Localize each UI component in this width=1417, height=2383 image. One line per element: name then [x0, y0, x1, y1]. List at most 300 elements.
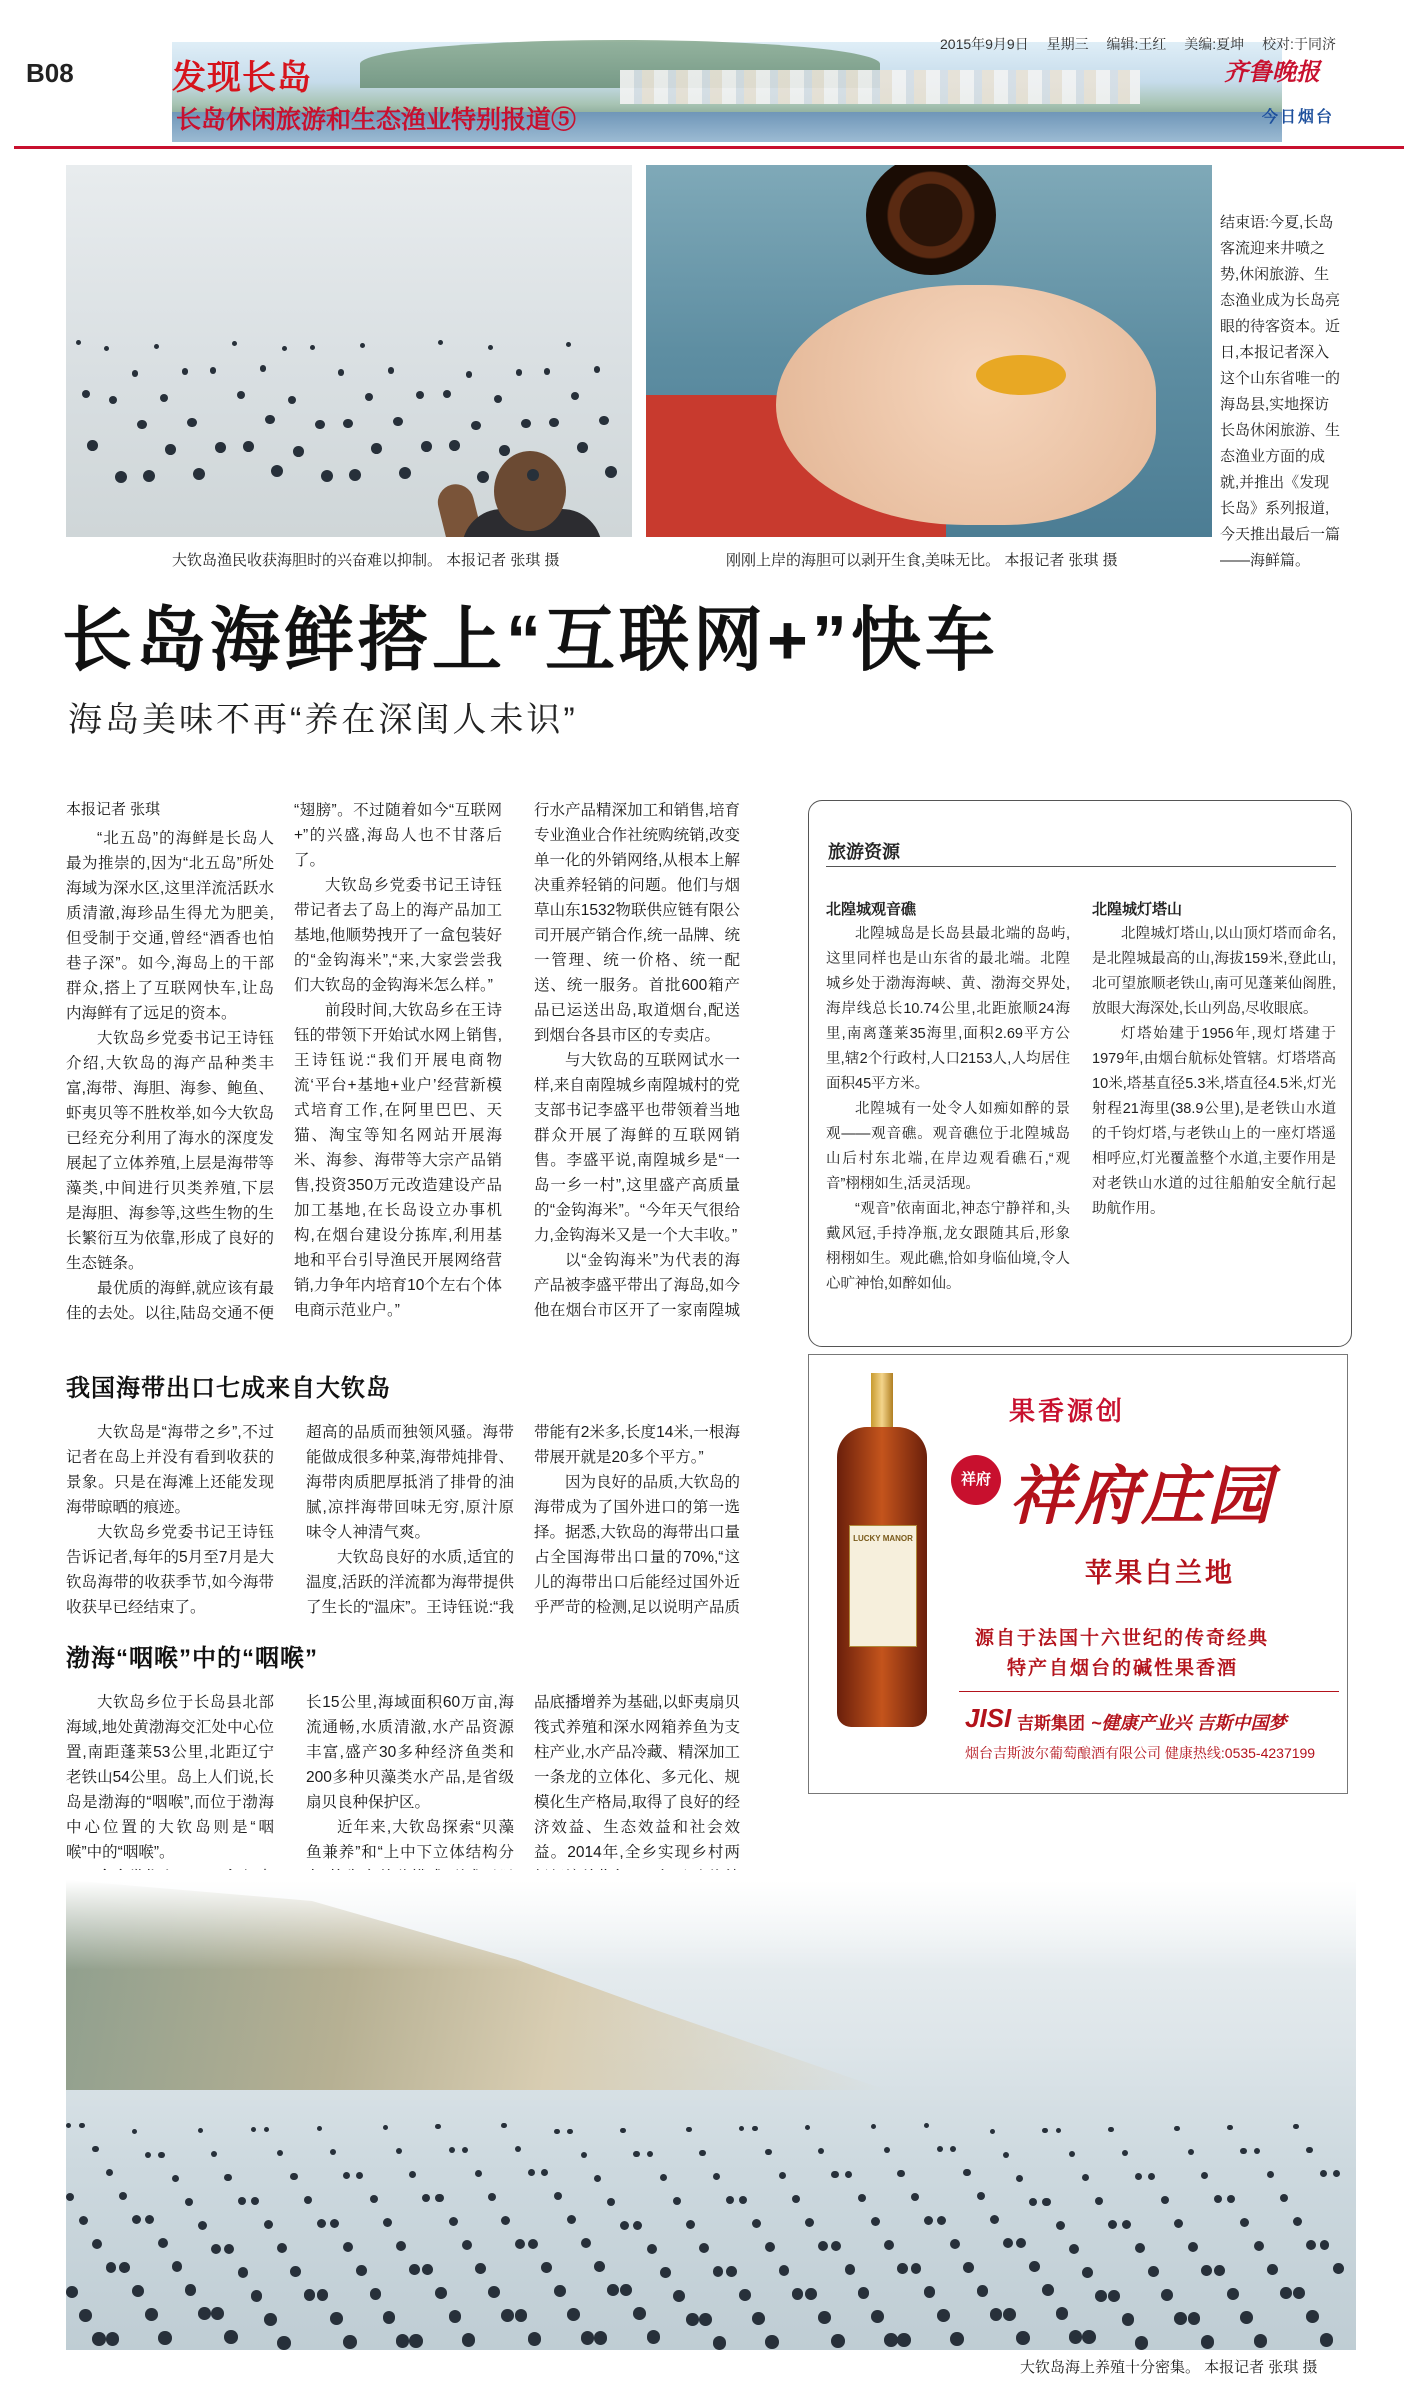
buoy — [185, 2198, 193, 2206]
buoy — [726, 2196, 734, 2204]
buoy — [594, 2331, 608, 2345]
buoy — [1306, 2240, 1316, 2250]
buoy — [119, 2262, 130, 2273]
buoy — [182, 368, 189, 375]
buoy — [726, 2266, 737, 2277]
buoy — [435, 2287, 447, 2299]
paragraph: 因为良好的品质,大钦岛的海带成为了国外进口的第一选择。据悉,大钦岛的海带出口量占全国海带出口量的70%,“这儿的海带出口后能经过国外近乎严苛的检测,足以说明产品质 — [534, 1474, 740, 1616]
section3-column-3 — [534, 1690, 740, 1870]
buoy — [911, 2263, 922, 2274]
buoy — [76, 340, 81, 345]
lighthouse-hill-text — [1092, 922, 1336, 1332]
buoy — [356, 2172, 363, 2179]
buoy — [594, 2261, 605, 2272]
paragraph: 前段时间,大钦岛乡在王诗钰的带领下开始试水网上销售,王诗钰说:“我们开展电商物流‘平台+基地+业户’经营新模式培育工作,在阿里巴巴、天猫、淘宝等知名网站开展海米、海参、海带等大宗产品销售,投资350万元改造建设产品加工基地,在长岛设立办事机构,在烟台建设分拣库,利用基地和平台引导渔民开展网络营销,力争年内培育10个左右个体电商示范业户。” — [294, 1002, 502, 1319]
paragraph: 大钦岛良好的水质,适宜的温度,活跃的洋流都为海带提供了生长的“温床”。王诗钰说:“我 — [306, 1549, 514, 1616]
brand-seal-text: 祥府 — [960, 1472, 991, 1488]
buoy — [330, 2149, 336, 2155]
buoy — [884, 2333, 898, 2347]
buoy — [713, 2266, 724, 2277]
guanyin-reef-title: 北隍城观音礁 — [826, 901, 917, 918]
section2-column-3 — [534, 1420, 740, 1620]
buoy — [154, 344, 159, 349]
buoy — [1333, 2263, 1344, 2274]
lighthouse-hill-title: 北隍城灯塔山 — [1092, 901, 1183, 918]
photo3-caption: 大钦岛海上养殖十分密集。 本报记者 张琪 摄 — [1020, 2359, 1318, 2376]
buoy — [660, 2174, 667, 2181]
proofreader-credit: 校对:于同济 — [1262, 36, 1336, 52]
buoy — [963, 2169, 970, 2176]
buoy — [897, 2333, 911, 2347]
buoy — [779, 2265, 790, 2276]
buoy — [145, 2215, 154, 2224]
buoy — [1201, 2172, 1208, 2179]
buoy — [633, 2221, 642, 2230]
buoy — [541, 2169, 548, 2176]
buoy — [211, 2244, 221, 2254]
buoy — [158, 2331, 172, 2345]
buoy — [752, 2219, 761, 2228]
ad-product-name: 苹果白兰地 — [1085, 1558, 1235, 1588]
urchin-roe — [976, 355, 1066, 395]
buoy — [1227, 2125, 1232, 2130]
buoy — [516, 369, 523, 376]
buoy — [321, 470, 333, 482]
sub-headline: 海岛美味不再“养在深闺人未识” — [68, 701, 578, 739]
buoy — [577, 442, 588, 453]
buoy — [1108, 2127, 1113, 2132]
buoy — [198, 2128, 203, 2133]
buoy — [884, 2147, 890, 2153]
page-number: B08 — [26, 58, 74, 88]
buoy — [950, 2146, 956, 2152]
buoy — [1201, 2265, 1212, 2276]
buoy — [607, 2284, 619, 2296]
buoy — [686, 2313, 699, 2326]
buoy — [1227, 2195, 1235, 2203]
buoy — [92, 2146, 98, 2152]
buoy — [660, 2267, 671, 2278]
buoy — [92, 2332, 106, 2346]
ad-group-name: 吉斯集团 — [1017, 1714, 1085, 1733]
paragraph: 大钦岛乡位于长岛县北部海域,地处黄渤海交汇处中心位置,南距蓬莱53公里,北距辽宁老铁山54公里。岛上人们说,长岛是渤海的“咽喉”,而位于渤海中心位置的大钦岛则是“咽喉”中的“咽喉”。 — [66, 1694, 274, 1861]
buoy — [792, 2288, 804, 2300]
paragraph: “北五岛”的海鲜是长岛人最为推崇的,因为“北五岛”所处海域为深水区,这里洋流活跃水质清澈,海珍品生得尤为肥美,但受制于交通,曾经“酒香也怕巷子深”。如今,海岛上的干部群众,搭上了互联网快车,让岛内海鲜有了远足的资本。 — [66, 830, 274, 1022]
buoy — [950, 2332, 964, 2346]
buoy — [765, 2242, 775, 2252]
buoy — [1003, 2152, 1009, 2158]
buoy — [673, 2197, 681, 2205]
buoy — [158, 2238, 168, 2248]
photo-aquaculture-buoys — [66, 1880, 1356, 2350]
buoy — [211, 2151, 217, 2157]
buoy — [924, 2216, 933, 2225]
buoy — [1333, 2170, 1340, 2177]
paragraph: 近年来,大钦岛探索“贝藻鱼兼养”和“上中下立体结构分 — [306, 1819, 514, 1861]
buoy — [370, 2195, 378, 2203]
buoy — [1201, 2335, 1215, 2349]
buoy — [739, 2289, 751, 2301]
buoy — [317, 2126, 322, 2131]
buoy — [399, 467, 411, 479]
buoy — [343, 419, 352, 428]
issue-date: 2015年9月9日 — [940, 36, 1029, 52]
buoy — [106, 2262, 117, 2273]
ad-divider — [959, 1691, 1339, 1692]
buoy — [699, 2150, 705, 2156]
article-byline: 本报记者 张琪 — [66, 801, 161, 818]
buoy — [571, 392, 579, 400]
paragraph: 最优质的海鲜,就应该有最佳的去处。以往,陆岛交通不便 — [66, 1280, 274, 1322]
buoy — [264, 2313, 277, 2326]
buoy — [115, 471, 127, 483]
buoy — [647, 2330, 661, 2344]
buoy — [66, 2193, 74, 2201]
header-harbor-town — [620, 70, 1140, 104]
buoy — [449, 440, 460, 451]
paragraph — [66, 1865, 274, 1870]
buoy — [104, 346, 109, 351]
buoy — [937, 2146, 943, 2152]
buoy — [317, 2219, 326, 2228]
buoy — [265, 415, 274, 424]
buoy — [752, 2126, 757, 2131]
buoy — [765, 2335, 779, 2349]
buoy — [330, 2312, 343, 2325]
open-hand — [776, 285, 1156, 525]
buoy — [290, 2266, 301, 2277]
buoy — [282, 346, 287, 351]
buoy — [277, 2336, 291, 2350]
buoy — [264, 2127, 269, 2132]
article-column-3 — [534, 798, 740, 1326]
section3-column-2 — [306, 1690, 514, 1870]
paragraph: 北隍城灯塔山,以山顶灯塔而命名,是北隍城最高的山,海拔159米,登此山,北可望旅顺老铁山,南可见蓬莱仙阁胜,放眼大海深处,长山列岛,尽收眼底。 — [1092, 926, 1336, 1017]
buoy — [304, 2289, 316, 2301]
buoy — [449, 2147, 455, 2153]
buoy — [620, 2284, 632, 2296]
buoy — [818, 2148, 824, 2154]
buoy — [541, 2262, 552, 2273]
section2-column-1 — [66, 1420, 274, 1620]
section2-column-2 — [306, 1420, 514, 1620]
buoy — [1240, 2311, 1253, 2324]
buoy — [371, 443, 382, 454]
paragraph: 大钦岛乡党委书记王诗钰告诉记者,每年的5月至7月是大钦岛海带的收获季节,如今海带收获早已经结束了。 — [66, 1524, 274, 1616]
ad-tagline-2: 特产自烟台的碱性果香酒 — [1007, 1658, 1239, 1679]
buoy — [1082, 2330, 1096, 2344]
buoy — [1016, 2238, 1026, 2248]
buoy — [438, 340, 443, 345]
buoy — [165, 444, 176, 455]
buoy — [1188, 2242, 1198, 2252]
buoy — [620, 2128, 625, 2133]
buoy — [1293, 2124, 1298, 2129]
bottle-neck — [871, 1373, 893, 1433]
buoy — [198, 2221, 207, 2230]
buoy — [1069, 2151, 1075, 2157]
buoy — [160, 394, 168, 402]
brandy-advertisement — [808, 1354, 1348, 1794]
buoy — [977, 2285, 989, 2297]
buoy — [1280, 2194, 1288, 2202]
buoy — [288, 396, 296, 404]
buoy — [581, 2238, 591, 2248]
buoy — [1148, 2266, 1159, 2277]
buoy — [317, 2289, 329, 2301]
buoy — [805, 2218, 814, 2227]
buoy — [132, 2129, 137, 2134]
buoy — [858, 2287, 870, 2299]
buoy — [990, 2308, 1003, 2321]
buoy — [238, 2197, 246, 2205]
buoy — [210, 367, 217, 374]
buoy — [845, 2171, 852, 2178]
buoy — [1056, 2221, 1065, 2230]
buoy — [831, 2171, 838, 2178]
buoy — [607, 2198, 615, 2206]
buoy — [897, 2263, 908, 2274]
ad-brand-name: 祥府庄园 — [1009, 1461, 1273, 1532]
buoy — [554, 2129, 559, 2134]
buoy — [388, 367, 395, 374]
buoy — [1108, 2220, 1117, 2229]
buoy — [805, 2288, 817, 2300]
buoy — [884, 2240, 894, 2250]
buoy — [1135, 2336, 1149, 2350]
buoy — [343, 2172, 350, 2179]
buoy — [1029, 2198, 1037, 2206]
ad-motto: ~健康产业兴 吉斯中国梦 — [1091, 1713, 1287, 1733]
series-subtitle: 长岛休闲旅游和生态渔业特别报道⑤ — [176, 106, 577, 134]
fisherman-head — [494, 451, 566, 531]
buoy — [1095, 2290, 1107, 2302]
buoy — [1069, 2244, 1079, 2254]
buoy — [858, 2194, 866, 2202]
travel-resources-rule — [826, 866, 1336, 867]
buoy — [1108, 2290, 1120, 2302]
buoy — [1254, 2148, 1260, 2154]
buoy — [92, 2239, 102, 2249]
buoy — [277, 2243, 287, 2253]
article-column-2 — [294, 798, 502, 1326]
buoy — [554, 2192, 562, 2200]
buoy — [260, 365, 267, 372]
buoy — [109, 396, 117, 404]
buoy — [499, 445, 510, 456]
buoy — [871, 2217, 880, 2226]
paragraph: 大钦岛是“海带之乡”,不过记者在岛上并没有看到收获的景象。只是在海滩上还能发现海带晾晒的痕迹。 — [66, 1424, 274, 1516]
buoy — [338, 369, 345, 376]
buoy — [304, 2196, 312, 2204]
buoy — [1240, 2148, 1246, 2154]
buoy — [1254, 2334, 1268, 2348]
buoy — [193, 468, 205, 480]
buoy — [871, 2124, 876, 2129]
buoy — [924, 2286, 936, 2298]
buoy — [264, 2220, 273, 2229]
buoy — [462, 2333, 476, 2347]
buoy — [527, 469, 539, 481]
bottle-label-text: LUCKY MANOR — [853, 1534, 913, 1543]
buoy — [435, 2124, 440, 2129]
paragraph: 灯塔始建于1956年,现灯塔建于1979年,由烟台航标处管辖。灯塔塔高10米,塔基直径5.3米,塔直径4.5米,灯光射程21海里(38.9公里),是老铁山水道的千钧灯塔,与老铁山上的一座灯塔遥相呼应,灯光覆盖整个水道,主要作用是对老铁山水道的过往船舶安全航行起助航作用。 — [1092, 1026, 1336, 1217]
buoy — [1320, 2333, 1334, 2347]
paragraph: 大钦岛乡党委书记王诗钰带记者去了岛上的海产品加工基地,他顺势拽开了一盒包装好的“金钩海米”,“来,大家尝尝我们大钦岛的金钩海米怎么样。” — [294, 877, 502, 994]
buoy — [343, 2335, 357, 2349]
buoy — [831, 2241, 841, 2251]
buoy — [699, 2243, 709, 2253]
buoy — [237, 391, 245, 399]
buoy — [310, 345, 315, 350]
buoy — [79, 2123, 84, 2128]
buoy — [1306, 2147, 1312, 2153]
buoy — [1003, 2238, 1013, 2248]
buoy — [172, 2175, 179, 2182]
buoy — [396, 2241, 406, 2251]
buoy — [198, 2307, 211, 2320]
buoy — [1135, 2173, 1142, 2180]
buoy — [383, 2218, 392, 2227]
buoy — [475, 2170, 482, 2177]
buoy — [66, 2286, 78, 2298]
section-title: 发现长岛 — [172, 59, 312, 97]
buoy — [1016, 2175, 1023, 2182]
paper-logo: 齐鲁晚报 — [1224, 60, 1320, 86]
buoy — [599, 416, 608, 425]
buoy — [686, 2127, 691, 2132]
ad-tagline-1: 源自于法国十六世纪的传奇经典 — [975, 1628, 1270, 1649]
buoy — [477, 471, 489, 483]
buoy — [330, 2219, 339, 2228]
series-intro: 结束语:今夏,长岛客流迎来井喷之势,休闲旅游、生态渔业成为长岛亮眼的待客资本。近日,本报记者深入这个山东省唯一的海岛县,实地探访长岛休闲旅游、生态渔业方面的成就,并推出《发现长岛》系列报道,今天推出最后一篇——海鲜篇。 — [1220, 214, 1341, 569]
section2-title: 我国海带出口七成来自大钦岛 — [66, 1375, 391, 1402]
buoy — [466, 371, 473, 378]
travel-resources-tag: 旅游资源 — [828, 842, 900, 862]
main-headline: 长岛海鲜搭上“互联网+”快车 — [62, 601, 999, 679]
buoy — [1016, 2331, 1030, 2345]
buoy — [752, 2312, 765, 2325]
buoy — [370, 2288, 382, 2300]
sea-mist — [66, 1880, 1356, 1970]
buoy — [528, 2332, 542, 2346]
buoy — [475, 2263, 486, 2274]
buoy — [647, 2151, 653, 2157]
buoy — [990, 2215, 999, 2224]
buoy — [145, 2152, 151, 2158]
buoy — [471, 421, 480, 430]
buoy — [549, 418, 558, 427]
buoy — [132, 2285, 144, 2297]
buoy — [713, 2336, 727, 2350]
buoy — [449, 2310, 462, 2323]
buoy — [594, 2175, 601, 2182]
buoy — [765, 2149, 771, 2155]
buoy — [393, 417, 402, 426]
buoy — [924, 2123, 929, 2128]
buoy — [1161, 2289, 1173, 2301]
buoy — [937, 2309, 950, 2322]
photo-sea-urchin-in-hand — [646, 165, 1212, 537]
buoy — [251, 2197, 259, 2205]
buoy — [1214, 2195, 1222, 2203]
buoy — [119, 2192, 127, 2200]
editor-credit: 编辑:王红 — [1106, 36, 1167, 52]
photo2-caption: 刚刚上岸的海胆可以剥开生食,美味无比。 本报记者 张琪 摄 — [726, 552, 1118, 569]
buoy — [779, 2172, 786, 2179]
buoy — [1042, 2128, 1047, 2133]
header-divider — [14, 146, 1404, 149]
buoy — [106, 2332, 120, 2346]
paragraph: 以“金钩海米”为代表的海产品被李盛平带出了海岛,如今他在烟台市区开了一家南隍城 — [534, 1252, 740, 1319]
article-column-1 — [66, 826, 274, 1326]
buoy — [686, 2220, 695, 2229]
buoy — [462, 2240, 472, 2250]
buoy — [528, 2169, 535, 2176]
buoy — [66, 2123, 71, 2128]
buoy — [1188, 2149, 1194, 2155]
buoy — [1069, 2330, 1083, 2344]
buoy — [365, 393, 373, 401]
bottle-label — [849, 1525, 917, 1647]
buoy — [251, 2127, 256, 2132]
buoy — [521, 419, 530, 428]
buoy — [251, 2290, 263, 2302]
buoy — [1320, 2240, 1330, 2250]
buoy — [277, 2150, 283, 2156]
buoy — [937, 2216, 946, 2225]
buoy — [1082, 2174, 1089, 2181]
buoy — [449, 2217, 458, 2226]
buoy — [515, 2309, 528, 2322]
buoy — [911, 2193, 919, 2201]
buoy — [567, 2129, 572, 2134]
buoy — [528, 2239, 538, 2249]
buoy — [106, 2169, 113, 2176]
buoy — [232, 341, 237, 346]
buoy — [422, 2194, 430, 2202]
buoy — [462, 2147, 468, 2153]
buoy — [224, 2330, 238, 2344]
buoy — [950, 2239, 960, 2249]
buoy — [488, 345, 493, 350]
buoy — [567, 2308, 580, 2321]
buoy — [422, 2264, 433, 2275]
buoy — [963, 2262, 974, 2273]
buoy — [488, 2286, 500, 2298]
buoy — [1029, 2261, 1040, 2272]
buoy — [1042, 2284, 1054, 2296]
buoy — [409, 2264, 420, 2275]
buoy — [1135, 2243, 1145, 2253]
buoy — [501, 2216, 510, 2225]
buoy — [238, 2267, 249, 2278]
buoy — [544, 368, 551, 375]
buoy — [494, 395, 502, 403]
brand-seal — [951, 1455, 1001, 1505]
buoy — [581, 2331, 595, 2345]
buoy — [1293, 2217, 1302, 2226]
buoy — [488, 2193, 496, 2201]
issue-weekday: 星期三 — [1046, 36, 1089, 52]
buoy — [1122, 2150, 1128, 2156]
buoy — [831, 2334, 845, 2348]
buoy — [360, 343, 365, 348]
buoy — [290, 2173, 297, 2180]
paragraph: “观音”依南面北,神态宁静祥和,头戴风冠,手持净瓶,龙女跟随其后,形象栩栩如生。观此礁,恰如身临仙境,令人心旷神怡,如醉如仙。 — [826, 1201, 1070, 1292]
buoy — [1188, 2312, 1201, 2325]
paragraph: “翅膀”。不过随着如今“互联网+”的兴盛,海岛人也不甘落后了。 — [294, 802, 502, 869]
